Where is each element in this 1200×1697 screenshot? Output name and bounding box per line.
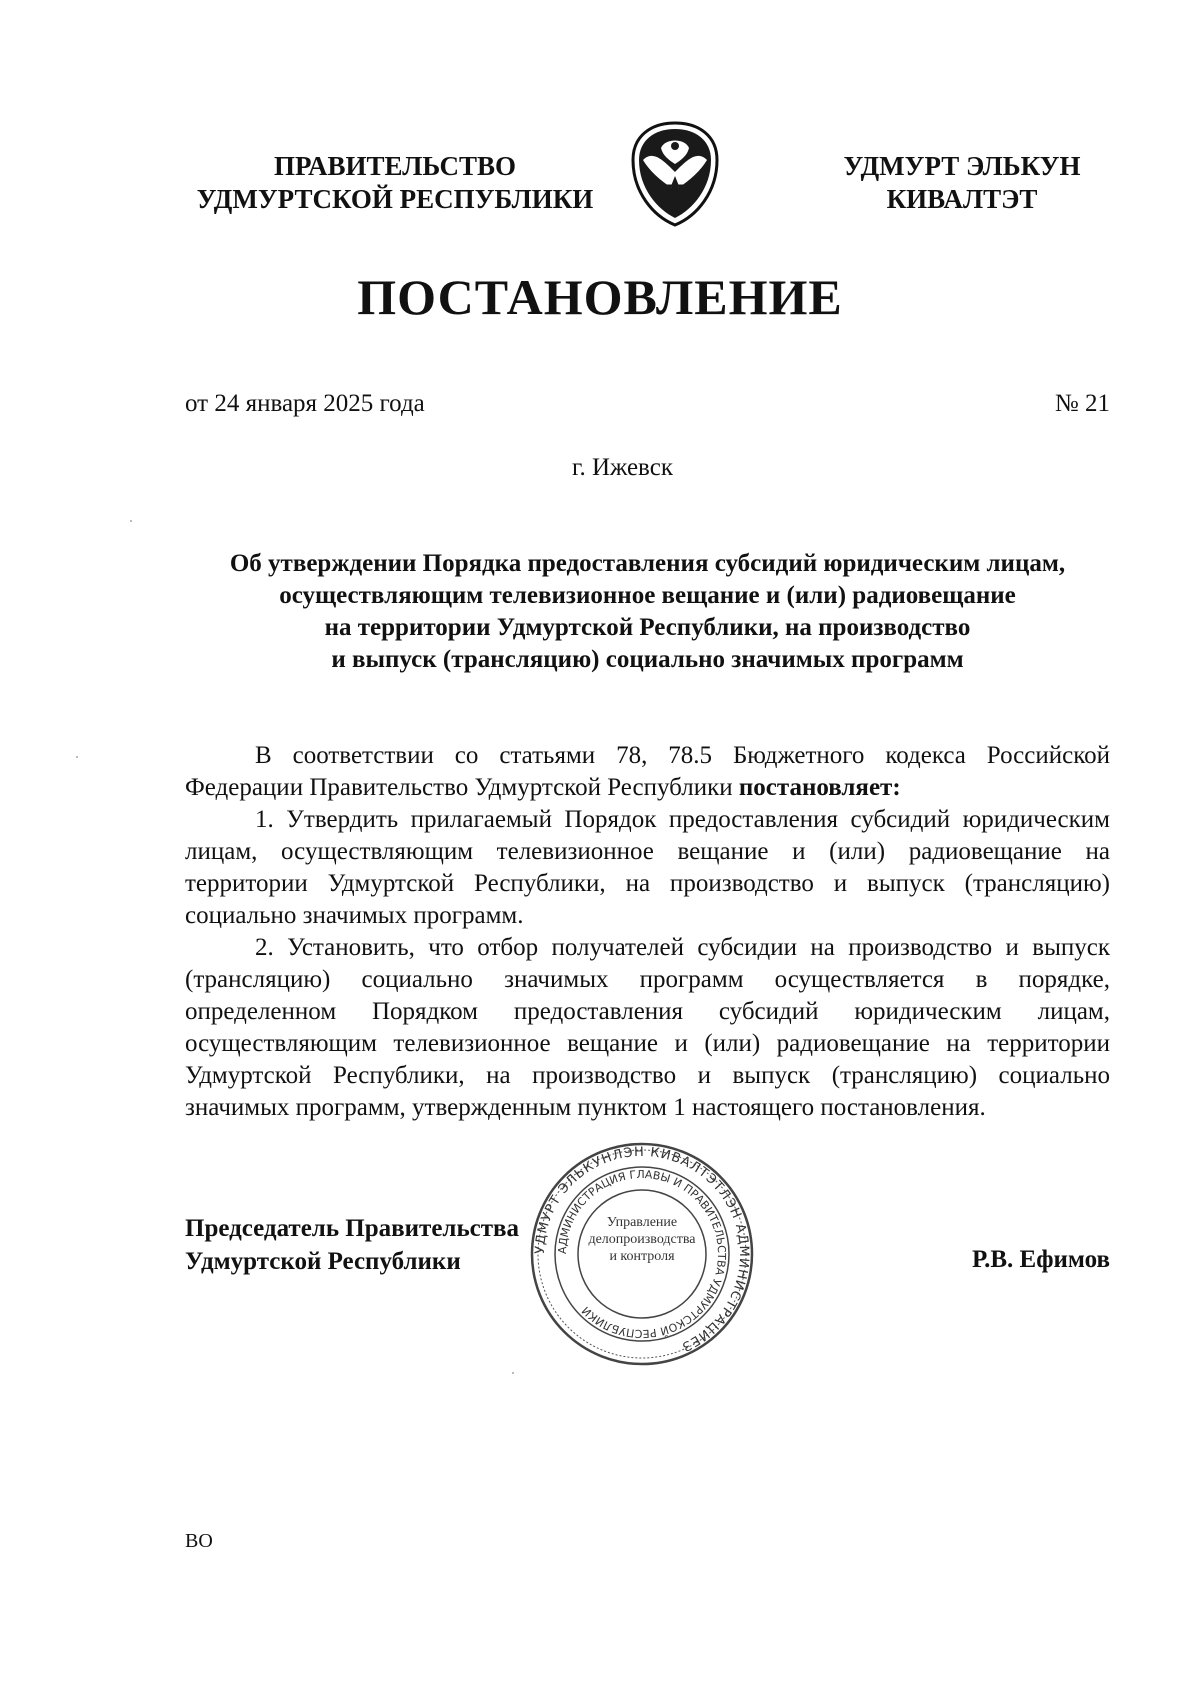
signatory-position bbox=[185, 1212, 519, 1278]
intro-decision-word: постановляет bbox=[738, 774, 893, 801]
issuer-name-russian bbox=[170, 150, 620, 216]
document-body bbox=[185, 740, 1110, 1124]
document-number: № 21 bbox=[1054, 390, 1110, 417]
signatory-position-line-1: Председатель Правительства bbox=[185, 1215, 520, 1242]
stamp-center-text bbox=[587, 1214, 697, 1265]
subject-line-1: Об утверждении Порядка предоставления субсидий юридическим лицам, bbox=[229, 550, 1066, 577]
intro-colon: : bbox=[892, 774, 901, 801]
document-subject bbox=[185, 548, 1110, 676]
body-point-2: 2. Установить, что отбор получателей субсидии на производство и выпуск (трансляцию) социально значимых программ осуществляется в порядке, определенном Порядком предоставления субсидий юридическим лицам, осуществляющим телевизионное вещание и (или) радиовещание на территории Удмуртской Республики, на производство и выпуск (трансляцию) социально значимых программ, утвержденным пунктом 1 настоящего постановления. bbox=[185, 934, 1110, 1121]
body-point-1: 1. Утвердить прилагаемый Порядок предоставления субсидий юридическим лицам, осуществляющим телевизионное вещание и (или) радиовещание на территории Удмуртской Республики, на производство и выпуск (трансляцию) социально значимых программ. bbox=[185, 806, 1110, 929]
scan-speck bbox=[512, 1372, 514, 1374]
stamp-inner-ring-text: АДМИНИСТРАЦИЯ ГЛАВЫ И ПРАВИТЕЛЬСТВА УДМУРТСКОЙ РЕСПУБЛИКИ bbox=[555, 1167, 729, 1341]
footer-code: ВО bbox=[185, 1530, 213, 1552]
subject-line-4: и выпуск (трансляцию) социально значимых программ bbox=[331, 646, 964, 673]
issuer-udmurt-line-2: КИВАЛТЭТ bbox=[886, 184, 1038, 214]
signatory-position-line-2: Удмуртской Республики bbox=[185, 1248, 461, 1275]
stamp-center-line-2: делопроизводства bbox=[588, 1232, 696, 1247]
coat-of-arms-icon bbox=[629, 120, 721, 228]
body-intro bbox=[185, 740, 1110, 804]
issuer-line-2: УДМУРТСКОЙ РЕСПУБЛИКИ bbox=[196, 184, 594, 214]
intro-text: В соответствии со статьями 78, 78.5 Бюджетного кодекса Российской Федерации Правительство Удмуртской Республики bbox=[185, 742, 1110, 801]
subject-line-2: осуществляющим телевизионное вещание и (или) радиовещание bbox=[279, 582, 1016, 609]
document-city: г. Ижевск bbox=[572, 454, 673, 481]
document-date: от 24 января 2025 года bbox=[185, 390, 425, 417]
issuer-udmurt-line-1: УДМУРТ ЭЛЬКУН bbox=[843, 151, 1081, 181]
scan-speck bbox=[76, 756, 78, 758]
document-type-title: ПОСТАНОВЛЕНИЕ bbox=[357, 269, 843, 325]
issuer-line-1: ПРАВИТЕЛЬСТВО bbox=[273, 151, 517, 181]
stamp-center-line-1: Управление bbox=[606, 1215, 678, 1230]
scan-speck bbox=[130, 520, 132, 522]
subject-line-3: на территории Удмуртской Республики, на производство bbox=[324, 614, 971, 641]
stamp-outer-ring-text: УДМУРТ ЭЛЬКУНЛЭН КИВАЛТЭТЛЭН АДМИНИСТРАЦИЕЗ bbox=[532, 1144, 752, 1355]
stamp-center-line-3: и контроля bbox=[609, 1249, 675, 1264]
signatory-name: Р.В. Ефимов bbox=[971, 1246, 1110, 1273]
issuer-name-udmurt bbox=[812, 150, 1112, 216]
